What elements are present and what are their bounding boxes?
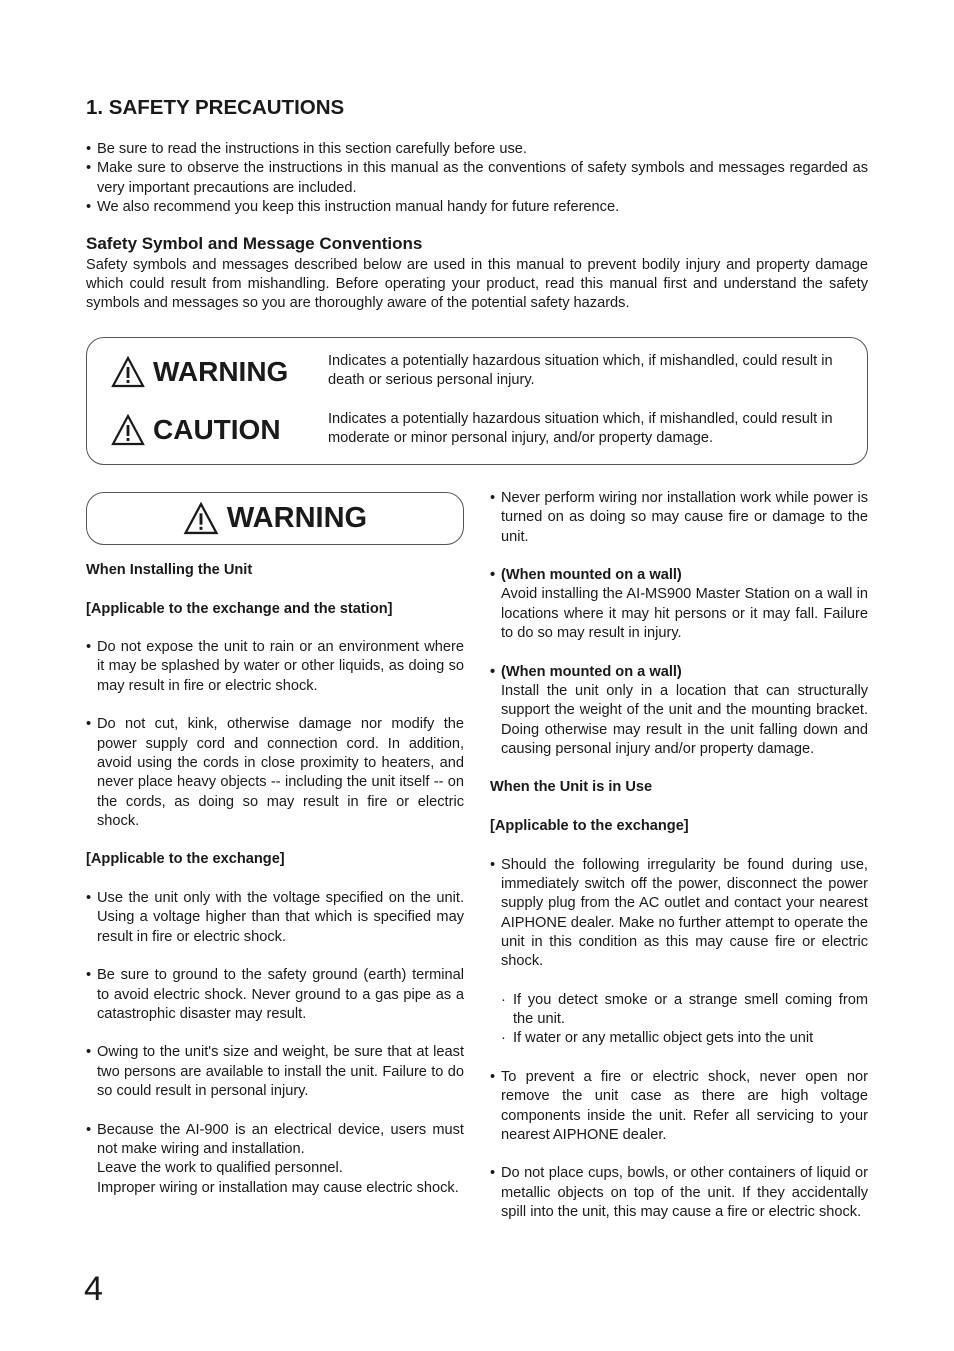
list-item: • Owing to the unit's size and weight, be sure that at least two persons are available to install the unit. Failure to do so could result in personal injury. [86, 1043, 464, 1101]
list-item-line: Improper wiring or installation may cause electric shock. [97, 1179, 459, 1196]
list-item: • Do not cut, kink, otherwise damage nor modify the power supply cord and connection cord. In addition, avoid using the cords in close proximity to heaters, and never place heavy objects -- including the unit itself -- on the cords, as doing so may result in fire or electric shock. [86, 715, 464, 831]
conventions-text: Safety symbols and messages described below are used in this manual to prevent bodily injury and property damage which could result from mishandling. Before operating your product, read this manual first and understand the safety symbols and messages so you are thoroughly aware of the potential safety hazards. [86, 257, 868, 312]
list-item-line: • Because the AI-900 is an electrical device, users must not make wiring and installation. [97, 1121, 464, 1157]
wall-mount-title: • (When mounted on a wall) [490, 566, 868, 585]
warning-header-box [86, 492, 464, 545]
warning-triangle-icon [183, 502, 219, 535]
intro-item: • Be sure to read the instructions in this section carefully before use. [86, 140, 868, 159]
caution-word: CAUTION [153, 414, 281, 445]
list-item: • Do not place cups, bowls, or other containers of liquid or metallic objects on top of the unit. If they accidentally spill into the unit, this may cause a fire or electric shock. [490, 1164, 868, 1222]
warning-triangle-icon [111, 356, 145, 388]
intro-list [86, 140, 868, 217]
list-item: • Should the following irregularity be found during use, immediately switch off the power, disconnect the power supply plug from the AC outlet and contact your nearest AIPHONE dealer. Make no further attempt to operate the unit in this condition as this may cause fire or electric shock. [490, 856, 868, 972]
legend-caution-text: Indicates a potentially hazardous situation which, if mishandled, could result in moderate or minor personal injury, and/or property damage. [328, 411, 833, 447]
intro-item: • Make sure to observe the instructions in this manual as the conventions of safety symbols and messages regarded as very important precautions are included. [86, 159, 868, 198]
installing-title: When Installing the Unit [86, 562, 253, 578]
applicable-exchange: [Applicable to the exchange] [86, 851, 285, 868]
sub-item: · If you detect smoke or a strange smell coming from the unit. [490, 991, 868, 1030]
applicable-both: [Applicable to the exchange and the station] [86, 600, 393, 617]
list-item: • Do not expose the unit to rain or an environment where it may be splashed by water or other liquids, as doing so may result in fire or electric shock. [86, 638, 464, 696]
wall-mount-title: • (When mounted on a wall) [490, 663, 868, 682]
wall-mount-text: Install the unit only in a location that can structurally support the weight of the unit and the mounting bracket. Doing otherwise may result in the unit falling down and causing personal injury and/or property damage. [501, 682, 868, 757]
list-item: • To prevent a fire or electric shock, never open nor remove the unit case as there are high voltage components inside the unit. Refer all servicing to your nearest AIPHONE dealer. [490, 1068, 868, 1145]
warning-header [183, 502, 367, 535]
symbol-legend-box [86, 337, 868, 465]
intro-item: • We also recommend you keep this instruction manual handy for future reference. [86, 198, 868, 217]
legend-warning-text: Indicates a potentially hazardous situation which, if mishandled, could result in death or serious personal injury. [328, 353, 833, 389]
left-column [86, 561, 464, 1198]
list-item: • Be sure to ground to the safety ground (earth) terminal to avoid electric shock. Never ground to a gas pipe as a catastrophic disaster may result. [86, 966, 464, 1024]
sub-item: · If water or any metallic object gets into the unit [490, 1029, 868, 1048]
caution-triangle-icon [111, 414, 145, 446]
page-title: 1. SAFETY PRECAUTIONS [86, 96, 345, 119]
conventions-title: Safety Symbol and Message Conventions [86, 234, 423, 253]
list-item [86, 1121, 464, 1198]
warning-header-text: WARNING [226, 502, 368, 534]
legend-caution-label [111, 412, 281, 448]
warning-word: WARNING [153, 356, 289, 387]
legend-warning-label [111, 354, 288, 390]
wall-mount-text: Avoid installing the AI-MS900 Master Station on a wall in locations where it may hit persons or it may fall. Failure to do so may result in injury. [501, 586, 868, 642]
page-number: 4 [84, 1270, 103, 1308]
in-use-title: When the Unit is in Use [490, 779, 653, 796]
list-item: • Never perform wiring nor installation work while power is turned on as doing so may cause fire or damage to the unit. [490, 489, 868, 547]
applicable-exchange: [Applicable to the exchange] [490, 818, 689, 835]
list-item: • Use the unit only with the voltage specified on the unit. Using a voltage higher than that which is specified may result in fire or electric shock. [86, 889, 464, 947]
right-column [490, 489, 868, 1222]
list-item-line: Leave the work to qualified personnel. [97, 1160, 343, 1177]
